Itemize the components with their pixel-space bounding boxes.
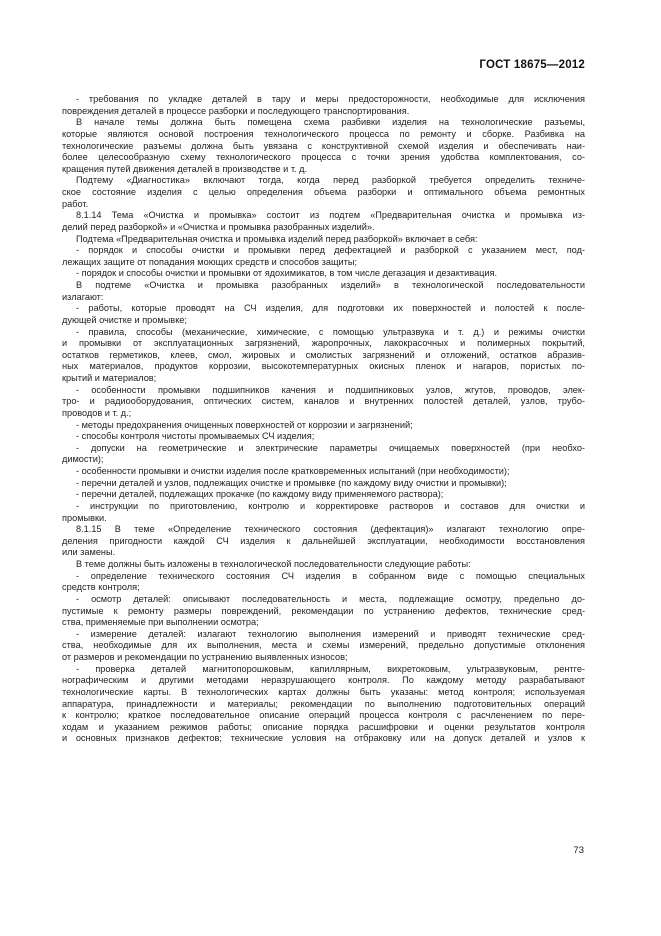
- text-line: - способы контроля чистоты промываемых СЧ изделия;: [76, 431, 315, 442]
- text-line: - особенности промывки подшипников качения и подшипниковых узлов, жгутов, проводов, элек-: [76, 384, 585, 395]
- text-line: - работы, которые проводят на СЧ изделия, для подготовки их поверхностей и полостей к после-: [76, 303, 585, 314]
- text-line: - допуски на геометрические и электрические параметры очищаемых поверхностей (при необхо-: [76, 442, 585, 453]
- text-line: Подтему «Диагностика» включают тогда, когда перед разборкой требуется определить техниче-: [76, 175, 585, 186]
- text-line: технологические карты. В технологических картах должны быть указаны: метод контроля; используемая: [62, 686, 585, 697]
- text-line: промывки.: [62, 512, 107, 523]
- text-line: проводов и т. д.;: [62, 407, 132, 418]
- text-line: или замены.: [62, 547, 116, 558]
- text-line: к контролю; краткое последовательное описание операций процесса контроля с расчленением по пере-: [62, 710, 585, 721]
- text-line: тро- и радиооборудования, оптических систем, каналов и внутренних полостей деталей, узлов, трубо-: [62, 396, 585, 407]
- text-line: ства, необходимые для их выполнения, места и схемы измерений, предельно допустимые отклонения: [62, 640, 585, 651]
- text-line: кращения путей движения деталей в производстве и т. д.: [62, 163, 308, 174]
- text-line: - перечни деталей, подлежащих прокачке (по каждому виду применяемого раствора);: [76, 489, 444, 500]
- text-line: В начале темы должна быть помещена схема разбивки изделия на технологические разъемы,: [76, 117, 585, 128]
- text-line: лежащих защите от попадания моющих средств и способов защиты;: [62, 256, 357, 267]
- text-line: от размеров и рекомендации по устранению выявленных износов;: [62, 652, 348, 662]
- text-line: пустимые к ремонту размеры повреждений, рекомендации по устранению дефектов, технические сред-: [62, 605, 585, 616]
- text-line: ства, применяемые при выполнении осмотра;: [62, 617, 259, 628]
- text-line: В теме должны быть изложены в технологической последовательности следующие работы:: [76, 559, 471, 569]
- text-line: остатков герметиков, клеев, смол, жировых и смолистых загрязнений и отложений, остатков абразив-: [62, 349, 585, 360]
- text-line: 8.1.14 Тема «Очистка и промывка» состоит из подтем «Предварительная очистка и промывка из-: [76, 210, 585, 221]
- text-line: - особенности промывки и очистки изделия после кратковременных испытаний (при необходимости);: [76, 466, 510, 476]
- text-line: работ.: [62, 198, 89, 209]
- text-line: - осмотр деталей: описывают последовательность и места, подлежащие осмотру, предельно до-: [76, 593, 585, 604]
- text-line: - инструкции по приготовлению, контролю и корректировке растворов и составов для очистки и: [76, 500, 585, 511]
- text-line: - порядок и способы очистки и промывки перед дефектацией и разборкой с указанием мест, под-: [76, 245, 585, 256]
- text-line: ных материалов, продуктов коррозии, высокотемпературных окисных пленок и нагаров, пористых по-: [62, 361, 585, 372]
- text-line: аппаратура, принадлежности и материалы; рекомендации по выполнению подготовительных операций: [62, 698, 585, 709]
- text-line: димости);: [62, 454, 104, 465]
- body-text: [62, 94, 585, 745]
- text-line: и промывки от эксплуатационных загрязнений, жаропрочных, лакокрасочных и полимерных покрытий,: [62, 338, 585, 349]
- text-line: излагают:: [62, 291, 104, 302]
- text-line: и основных признаков дефектов; технические условия на отбраковку или на допуск деталей и узлов к: [62, 733, 585, 744]
- text-line: Подтема «Предварительная очистка и промывка изделий перед разборкой» включает в себя:: [76, 233, 478, 244]
- text-line: - методы предохранения очищенных поверхностей от коррозии и загрязнений;: [76, 419, 413, 430]
- text-line: ское состояние изделия с целью определения объема разборки и оптимального объема ремонтных: [62, 187, 585, 197]
- page-number: 73: [573, 845, 584, 856]
- text-line: нографическим и другими методами неразрушающего контроля. По каждому методу разрабатывают: [62, 675, 585, 686]
- text-line: повреждения деталей в процессе разборки и последующего транспортирования.: [62, 105, 410, 116]
- text-line: технологические разъемы должна быть увязана с конструктивной схемой изделия и обеспечивать наи-: [62, 140, 585, 151]
- text-line: ходам и указанием режимов работы; описание порядка расшифровки и оценки результатов контроля: [62, 721, 585, 732]
- text-line: - перечни деталей и узлов, подлежащих очистке и промывке (по каждому виду очистки и промывки);: [76, 477, 507, 488]
- text-line: более целесообразную схему технологического процесса с точки зрения удобства комплектования, со-: [62, 152, 585, 163]
- text-line: - проверка деталей магнитопорошковым, капиллярным, вихретоковым, ультразвуковым, рентге-: [76, 663, 585, 674]
- text-line: деления пригодности каждой СЧ изделия к дальнейшей эксплуатации, необходимости восстановления: [62, 535, 585, 546]
- text-line: - требования по укладке деталей в тару и меры предосторожности, необходимые для исключения: [76, 94, 585, 104]
- text-line: - порядок и способы очистки и промывки от ядохимикатов, в том числе дегазация и дезактивация.: [76, 268, 498, 279]
- text-line: В подтеме «Очистка и промывка разобранных изделий» в технологической последовательности: [76, 280, 585, 290]
- text-line: - измерение деталей: излагают технологию выполнения измерений и приводят технические сред-: [76, 628, 585, 639]
- page-header: ГОСТ 18675—2012: [479, 59, 585, 71]
- text-line: крытий и материалов;: [62, 373, 157, 383]
- text-line: - правила, способы (механические, химические, с помощью ультразвука и т. д.) и режимы очистки: [76, 326, 585, 337]
- text-line: - определение технического состояния СЧ изделия в собранном виде с помощью специальных: [76, 570, 585, 581]
- text-line: дующей очистке и промывке;: [62, 314, 187, 325]
- text-line: делий перед разборкой» и «Очистка и промывка разобранных изделий».: [62, 221, 375, 232]
- text-line: средств контроля;: [62, 582, 140, 593]
- text-line: 8.1.15 В теме «Определение технического состояния (дефектация)» излагают технологию опре-: [76, 524, 585, 535]
- text-line: которые являются основой построения технологического процесса по ремонту и сборке. Разбивка на: [62, 128, 585, 139]
